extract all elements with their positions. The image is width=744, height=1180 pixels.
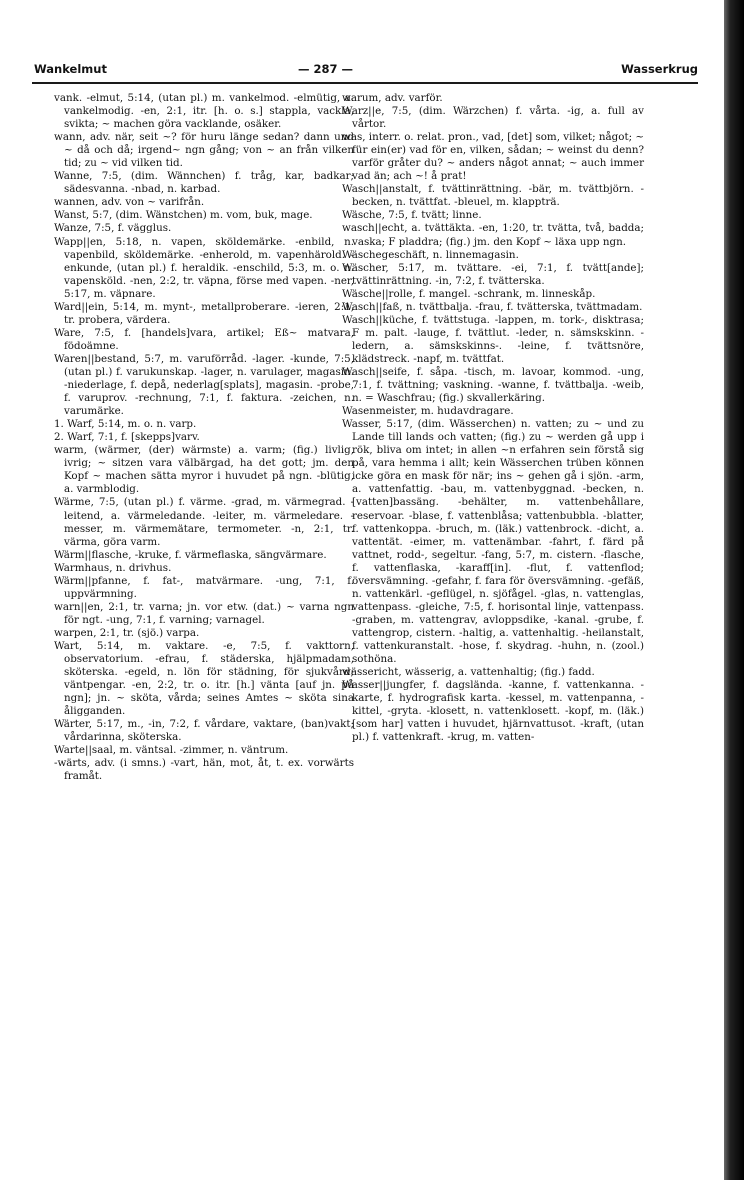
dictionary-entry: Wärm||pfanne, f. fat-, matvärmare. -ung, 7:1, f. uppvärmning. xyxy=(54,574,354,600)
dictionary-entry: Warte||saal, m. väntsal. -zimmer, n. väntrum. xyxy=(54,744,289,757)
dictionary-entry: Wäsche||rolle, f. mangel. -schrank, m. linneskåp. xyxy=(342,287,596,300)
dictionary-entry: wann, adv. när, seit ~? för huru länge sedan? dann und ~ då och då; irgend~ ngn gång; von ~ an från vilken tid; zu ~ vid vilken tid. xyxy=(54,131,354,170)
dictionary-entry: Wärme, 7:5, (utan pl.) f. värme. -grad, m. värmegrad. -leitend, a. värmeledande. -leiter, m. värmeledare. -messer, m. värmemätare, termometer. -n, 2:1, tr. värma, göra varm. xyxy=(54,496,354,548)
header-right-guideword: Wasserkrug xyxy=(621,62,698,76)
dictionary-entry: 1. Warf, 5:14, m. o. n. varp. xyxy=(54,418,197,431)
dictionary-entry: Wäschegeschäft, n. linnemagasin. xyxy=(342,248,519,261)
dictionary-entry: Wasch||anstalt, f. tvättinrättning. -bär, m. tvättbjörn. -becken, n. tvättfat. -bleuel, m. klappträ. xyxy=(342,183,644,209)
dictionary-entry: Ward||ein, 5:14, m. mynt-, metallproberare. -ieren, 2:1, tr. probera, värdera. xyxy=(54,300,354,326)
dictionary-entry: Wasser, 5:17, (dim. Wässerchen) n. vatten; zu ~ und zu Lande till lands och vatten; (fig.) zu ~ werden gå upp i rök, bliva om intet; in allen ~n erfahren sein förstå sig på, vara hemma i allt; kein Wässerchen trüben können icke göra en mask för när; ins ~ gehen gå i sjön. -arm, a. vattenfattig. -bau, m. vattenbyggnad. -becken, n. [vatten]bassäng. -behälter, m. vattenbehållare, reservoar. -blase, f. vattenblåsa; vattenbubbla. -blatter, f. vattenkoppa. -bruch, m. (läk.) vattenbrock. -dicht, a. vattentät. -eimer, m. vattenämbar. -fahrt, f. färd på vattnet, rodd-, segeltur. -fang, 5:7, m. cistern. -flasche, f. vattenflaska, -karaff[in]. -flut, f. vattenflod; översvämning. -gefahr, f. fara för översvämning. -gefäß, n. vattenkärl. -geflügel, n. sjöfågel. -glas, n. vattenglas, vattenpass. -gleiche, 7:5, f. horisontal linje, vattenpass. -graben, m. vattengrav, avloppsdike, -kanal. -grube, f. vattengrop, cistern. -haltig, a. vattenhaltig. -heilanstalt, f. vattenkuranstalt. -hose, f. skydrag. -huhn, n. (zool.) sothöna. xyxy=(342,418,644,666)
dictionary-entry: warm, (wärmer, (der) wärmste) a. varm; (fig.) livlig, ivrig; ~ sitzen vara välbärgad, ha det gott; jm. den Kopf ~ machen sätta myror i huvudet på ngn. -blütig, a. varmblodig. xyxy=(54,444,354,496)
dictionary-entry: vank. -elmut, 5:14, (utan pl.) m. vankelmod. -elmütig, a. vankelmodig. -en, 2:1, itr. [h. o. s.] stappla, vackla, svikta; ~ machen göra vacklande, osäker. xyxy=(54,92,354,131)
dictionary-entry: Ware, 7:5, f. [handels]vara, artikel; Eß~ matvara, födoämne. xyxy=(54,326,354,352)
dictionary-entry: wannen, adv. von ~ varifrån. xyxy=(54,196,205,209)
dictionary-entry: Wanne, 7:5, (dim. Wännchen) f. tråg, kar, badkar; sädesvanna. -nbad, n. karbad. xyxy=(54,170,354,196)
dictionary-entry: Wäscher, 5:17, m. tvättare. -ei, 7:1, f. tvätt[ande]; tvättinrättning. -in, 7:2, f. tvätterska. xyxy=(342,261,644,287)
dictionary-entry: Warz||e, 7:5, (dim. Wärzchen) f. vårta. -ig, a. full av vårtor. xyxy=(342,105,644,131)
dictionary-entry: wässericht, wässerig, a. vattenhaltig; (fig.) fadd. xyxy=(342,666,595,679)
dictionary-entry: Wasser||jungfer, f. dagslända. -kanne, f. vattenkanna. -karte, f. hydrografisk karta. -kessel, m. vattenpanna, -kittel, -gryta. -klosett, n. vattenklosett. -kopf, m. (läk.) [som har] vatten i huvudet, hjärnvattusot. -kraft, (utan pl.) f. vattenkraft. -krug, m. vatten- xyxy=(342,679,644,744)
dictionary-entry: wasch||echt, a. tvättäkta. -en, 1:20, tr. tvätta, två, badda; vaska; F pladdra; (fig.) jm. den Kopf ~ läxa upp ngn. xyxy=(342,222,644,248)
dictionary-entry: Wapp||en, 5:18, n. vapen, sköldemärke. -enbild, n. vapenbild, sköldemärke. -enherold, m. vapenhärold. -enkunde, (utan pl.) f. heraldik. -enschild, 5:3, m. o. n. vapensköld. -nen, 2:2, tr. väpna, förse med vapen. -ner, 5:17, m. väpnare. xyxy=(54,235,354,300)
dictionary-entry: warn||en, 2:1, tr. varna; jn. vor etw. (dat.) ~ varna ngn för ngt. -ung, 7:1, f. varning; varnagel. xyxy=(54,600,354,626)
dictionary-entry: Waren||bestand, 5:7, m. varuförråd. -lager. -kunde, 7:5, (utan pl.) f. varukunskap. -lager, n. varulager, magasin. -niederlage, f. depå, nederlag[splats], magasin. -probe, f. varuprov. -rechnung, 7:1, f. faktura. -zeichen, n. varumärke. xyxy=(54,352,354,418)
right-column xyxy=(342,92,644,744)
dictionary-entry: Wasch||seife, f. såpa. -tisch, m. lavoar, kommod. -ung, 7:1, f. tvättning; vaskning. -wanne, f. tvättbalja. -weib, n. = Waschfrau; (fig.) skvallerkäring. xyxy=(342,365,644,405)
dictionary-entry: Wäsche, 7:5, f. tvätt; linne. xyxy=(342,209,482,222)
dictionary-entry: Wanst, 5:7, (dim. Wänstchen) m. vom, buk, mage. xyxy=(54,209,313,222)
header-rule xyxy=(32,82,698,84)
dictionary-entry: 2. Warf, 7:1, f. [skepps]varv. xyxy=(54,431,200,444)
dictionary-entry: was, interr. o. relat. pron., vad, [det] som, vilket; något; ~ für ein(er) vad för en, vilken, sådan; ~ weinst du denn? varför gråter du? ~ anders något annat; ~ auch immer vad än; ach ~! å prat! xyxy=(342,131,644,183)
dictionary-entry: Warmhaus, n. drivhus. xyxy=(54,561,172,574)
dictionary-entry: Wasenmeister, m. hudavdragare. xyxy=(342,405,514,418)
dictionary-entry: Wanze, 7:5, f. vägglus. xyxy=(54,222,172,235)
page-edge-shadow xyxy=(724,0,744,1180)
dictionary-entry: -wärts, adv. (i smns.) -vart, hän, mot, åt, t. ex. vorwärts framåt. xyxy=(54,757,354,783)
dictionary-entry: warpen, 2:1, tr. (sjö.) varpa. xyxy=(54,626,200,639)
dictionary-entry: Wärm||flasche, -kruke, f. värmeflaska, sängvärmare. xyxy=(54,548,327,561)
header-left-guideword: Wankelmut xyxy=(34,62,107,76)
dictionary-entry: Wart, 5:14, m. vaktare. -e, 7:5, f. vakttorn, observatorium. -efrau, f. städerska, hjälpmadam, sköterska. -egeld, n. lön för städning, för sjukvård; väntpengar. -en, 2:2, tr. o. itr. [h.] vänta [auf jn. på ngn]; jn. ~ sköta, vårda; seines Amtes ~ sköta sina åligganden. xyxy=(54,639,354,718)
dictionary-entry: Wärter, 5:17, m., -in, 7:2, f. vårdare, vaktare, (ban)vakt; vårdarinna, sköterska. xyxy=(54,718,354,744)
dictionary-entry: Wasch||faß, n. tvättbalja. -frau, f. tvätterska, tvättmadam. xyxy=(342,300,643,313)
dictionary-entry: warum, adv. varför. xyxy=(342,92,443,104)
dictionary-entry: Wasch||küche, f. tvättstuga. -lappen, m. tork-, disktrasa; F m. palt. -lauge, f. tvättlut. -leder, n. sämskskinn. -ledern, a. sämskskinns-. -leine, f. tvättsnöre, klädstreck. -napf, m. tvättfat. xyxy=(342,313,644,365)
left-column xyxy=(54,92,354,783)
page-number: — 287 — xyxy=(298,62,354,76)
